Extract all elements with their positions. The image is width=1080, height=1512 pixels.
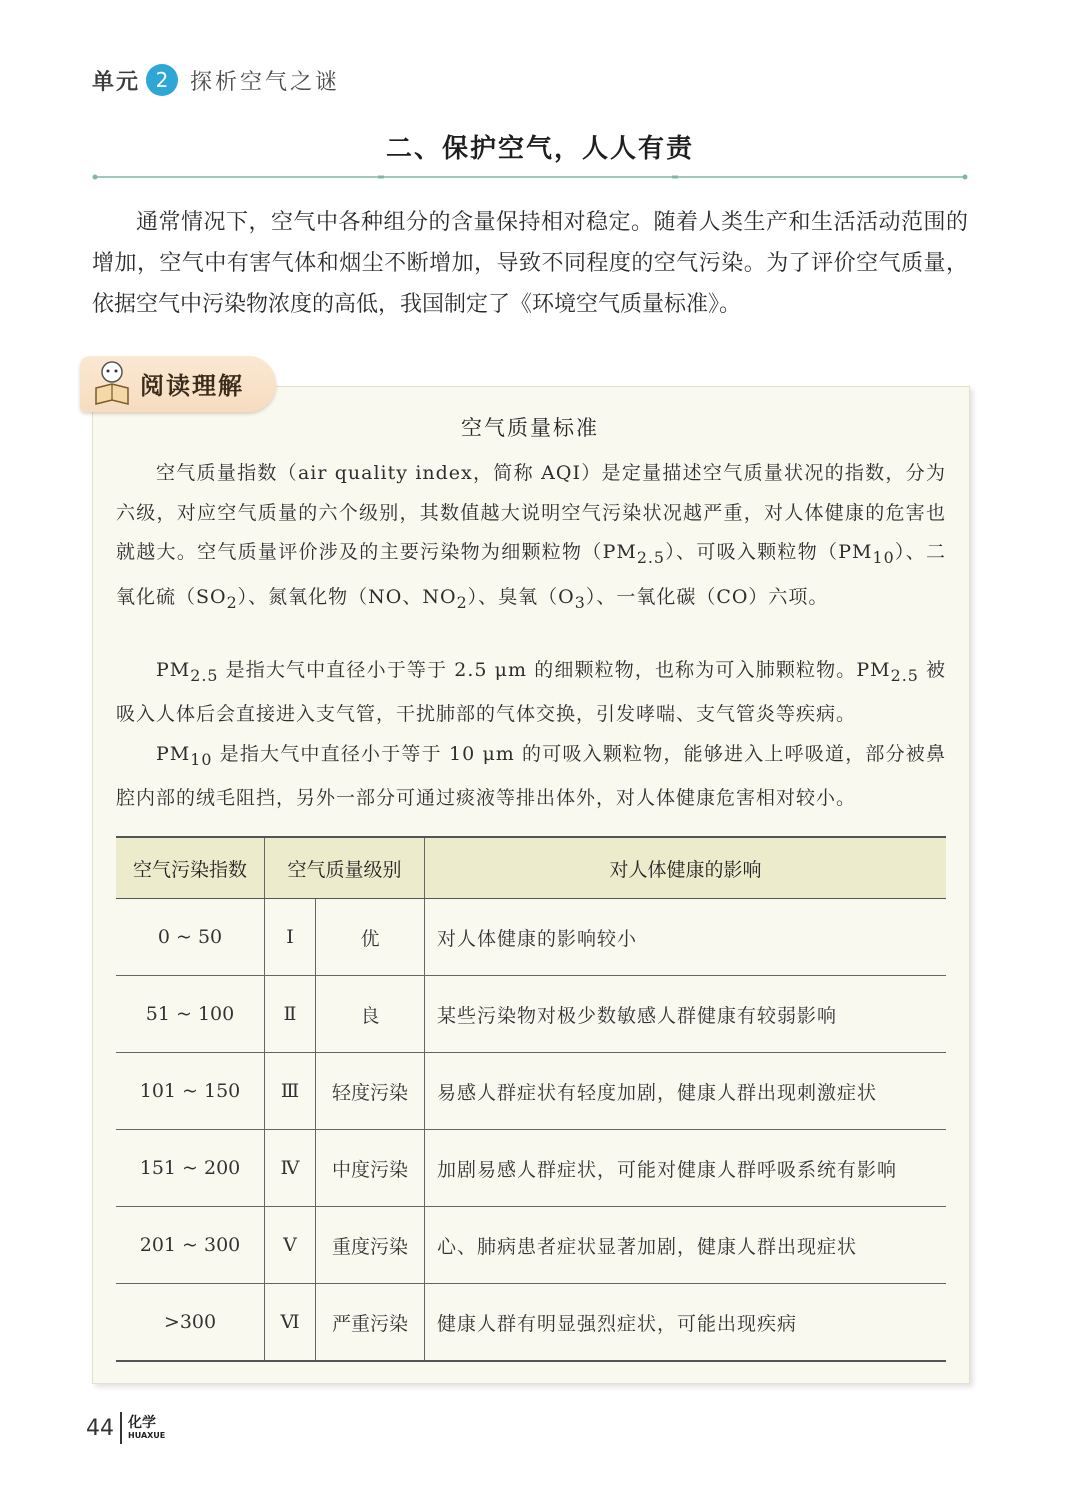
- health-effect: 某些污染物对极少数敏感人群健康有较弱影响: [425, 976, 947, 1053]
- subject-pinyin: HUAXUE: [128, 1431, 166, 1440]
- quality-grade: 重度污染: [316, 1207, 425, 1284]
- aqi-range: 101 ~ 150: [116, 1053, 265, 1130]
- level-numeral: Ⅳ: [265, 1130, 316, 1207]
- level-numeral: Ⅰ: [265, 899, 316, 976]
- quality-grade: 优: [316, 899, 425, 976]
- page-footer: [86, 1408, 165, 1448]
- reading-tag-label: 阅读理解: [140, 372, 244, 400]
- level-numeral: Ⅱ: [265, 976, 316, 1053]
- quality-grade: 轻度污染: [316, 1053, 425, 1130]
- level-numeral: Ⅲ: [265, 1053, 316, 1130]
- subject-chinese: 化学: [128, 1415, 156, 1431]
- footer-divider: [120, 1412, 122, 1444]
- health-effect: 健康人群有明显强烈症状，可能出现疾病: [425, 1284, 947, 1362]
- header-aqi: 空气污染指数: [116, 837, 265, 899]
- reading-paragraph-1: 空气质量指数（air quality index，简称 AQI）是定量描述空气质量状况的指数，分为六级，对应空气质量的六个级别，其数值越大说明空气污染状况越严重，对人体健康的危害也就越大。空气质量评价涉及的主要污染物为细颗粒物$(PM_{2.5})$、可吸入颗粒物$(PM_{10})$、二氧化硫$(SO_2)$、氮氧化物（NO、$NO_2$）、臭氧$(O_3)$、一氧化碳（CO）六项。: [116, 462, 946, 612]
- aqi-range: 0 ~ 50: [116, 899, 265, 976]
- subject-label: [128, 1416, 165, 1440]
- health-effect: 易感人群症状有轻度加剧，健康人群出现刺激症状: [425, 1053, 947, 1130]
- table-row: [116, 1053, 946, 1130]
- level-numeral: Ⅴ: [265, 1207, 316, 1284]
- unit-number-badge: 2: [146, 64, 178, 96]
- unit-header: [92, 60, 340, 100]
- table-row: [116, 1207, 946, 1284]
- reading-paragraph-2: $PM_{2.5}$ 是指大气中直径小于等于 2.5 μm 的细颗粒物，也称为可入肺颗粒物。$PM_{2.5}$ 被吸入人体后会直接进入支气管，干扰肺部的气体交换，引发哮喘、支气管炎等疾病。 $PM_{10}$ 是指大气中直径小于等于 10 μm 的可吸入颗粒物，能够进入上呼吸道，部分被鼻腔内部的绒毛阻挡，另外一部分可通过痰液等排出体外，对人体健康危害相对较小。: [116, 659, 947, 810]
- quality-grade: 中度污染: [316, 1130, 425, 1207]
- health-effect: 加剧易感人群症状，可能对健康人群呼吸系统有影响: [425, 1130, 947, 1207]
- health-effect: 对人体健康的影响较小: [425, 899, 947, 976]
- reading-tag: [80, 356, 276, 412]
- aqi-range: 151 ~ 200: [116, 1130, 265, 1207]
- table-header-row: [116, 837, 946, 899]
- aqi-table: [116, 836, 946, 1362]
- aqi-range: 51 ~ 100: [116, 976, 265, 1053]
- table-row: [116, 1284, 946, 1362]
- unit-title: 探析空气之谜: [190, 69, 341, 95]
- quality-grade: 良: [316, 976, 425, 1053]
- intro-paragraph: 通常情况下，空气中各种组分的含量保持相对稳定。随着人类生产和生活活动范围的增加，空气中有害气体和烟尘不断增加，导致不同程度的空气污染。为了评价空气质量，依据空气中污染物浓度的高低，我国制定了《环境空气质量标准》。: [92, 210, 968, 317]
- page-number: 44: [86, 1415, 114, 1441]
- unit-label: 单元: [92, 69, 141, 95]
- quality-grade: 严重污染: [316, 1284, 425, 1362]
- aqi-range: >300: [116, 1284, 265, 1362]
- reading-title: 空气质量标准: [461, 416, 599, 440]
- header-effect: 对人体健康的影响: [425, 837, 947, 899]
- table-row: [116, 976, 946, 1053]
- table-row: [116, 899, 946, 976]
- health-effect: 心、肺病患者症状显著加剧，健康人群出现症状: [425, 1207, 947, 1284]
- table-row: [116, 1130, 946, 1207]
- aqi-range: 201 ~ 300: [116, 1207, 265, 1284]
- header-level: 空气质量级别: [265, 837, 425, 899]
- level-numeral: Ⅵ: [265, 1284, 316, 1362]
- title-divider: [92, 174, 968, 180]
- section-title: 二、保护空气，人人有责: [385, 134, 694, 164]
- reading-person-icon: [90, 358, 134, 408]
